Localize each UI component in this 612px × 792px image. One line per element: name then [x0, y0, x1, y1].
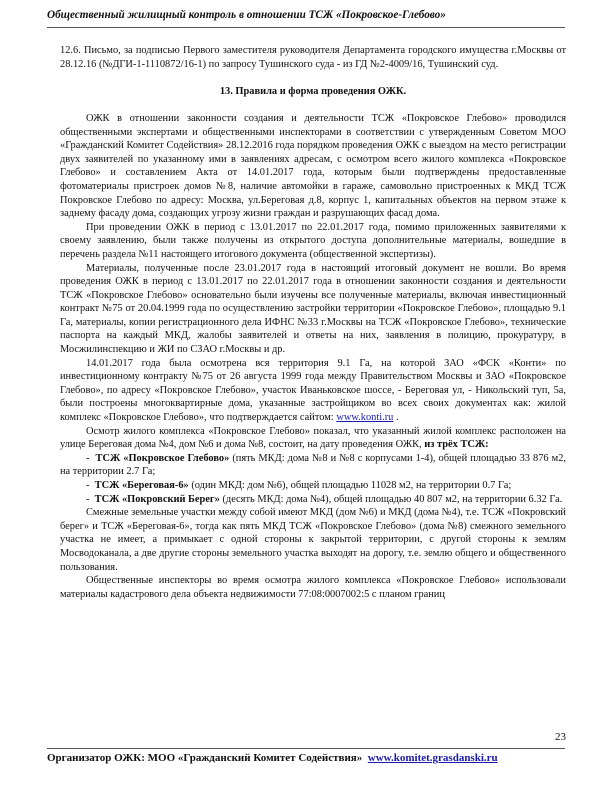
tszh-item-1-name: ТСЖ «Покровское Глебово» — [95, 452, 230, 464]
paragraph-3: Материалы, полученные после 23.01.2017 года в настоящий итоговый документ не вошли. Во время проведения ОЖК в период с 13.01.2017 по 22.01.2017 года в отношении законности создания и деятельности ТСЖ «Покровское Глебово» основательно были изучены все полученные материалы, включая инвестиционный контракт №75 от 20.04.1999 года по осуществлению застройки территории «Покровское Глебово», площадью 9.1 Га, материалы, копии регистрационного дела ИФНС №33 г.Москвы на ТСЖ «Покровское Глебово», технические паспорта на каждый МКД, жалобы заявителей и ответы на них, заявления в полицию, прокуратуру, в Мосжилинспекцию и ЖИ по СЗАО г.Москвы и др. — [60, 262, 566, 356]
paragraph-4-text: 14.01.2017 года была осмотрена вся территория 9.1 Га, на которой ЗАО «ФСК «Конти» по инвестиционному контракту №75 от 26 августа 1999 года между Правительством Москвы и ЗАО «Покровское Глебово», по адресу «Покровское Глебово», участок Иваньковское шоссе, - Береговая ул, - Никольский туп, 5а, были построены многоквартирные дома, указанные застройщиком во всех своих документах как: жилой комплекс «Покровское Глебово», что подтверждается сайтом: — [60, 357, 566, 424]
paragraph-1: ОЖК в отношении законности создания и деятельности ТСЖ «Покровское Глебово» проводился общественными экспертами и общественными инспекторами в соответствии с утвержденным Советом МОО «Гражданский Комитет Содействия» 28.12.2016 года порядком проведения ОЖК с выездом на место регистрации двух заявителей по указанному ими в заявлениях адресам, с осмотром всего жилого комплекса «Покровское Глебово» и составлением Акта от 14.01.2017 года, которым были подтверждены предоставленные фотоматериалы пристроек домов №8, наличие автомойки в гараже, самовольно пристроенных к МКД ТСЖ Покровское Глебово по адресу: Москва, ул.Береговая д.8, корпус 1, капитальных объектов на первом этаже к заднему фасаду дома, создающих угрозу жизни граждан и разрушающих фасад дома. — [60, 112, 566, 220]
paragraph-7: Общественные инспекторы во время осмотра жилого комплекса «Покровское Глебово» использовали материалы кадастрового дела объекта недвижимости 77:08:0007002:5 с планом границ — [60, 575, 566, 600]
konti-link[interactable]: www.konti.ru — [336, 412, 394, 424]
footer-divider — [47, 748, 565, 749]
footer-link[interactable]: www.komitet.grasdanski.ru — [367, 752, 498, 764]
paragraph-4 — [60, 357, 566, 425]
tszh-item-1: - ТСЖ «Покровское Глебово» (пять МКД: дома №8 и №8 с корпусами 1-4), общей площадью 33 876 м2, на территории 2.7 Га; — [60, 452, 567, 478]
paragraph-5-bold: из трёх ТСЖ: — [421, 439, 489, 451]
footer — [47, 752, 498, 764]
paragraph-5 — [60, 425, 566, 452]
list-item-12-6: 12.6. Письмо, за подписью Первого заместителя руководителя Департамента городского имущества г.Москвы от 28.12.16 (№ДГИ-1-1110872/16-1) по запросу Тушинского суда - из ГД №2-4009/16, Тушинский суд. — [60, 45, 566, 70]
header-divider — [47, 27, 565, 28]
document-body — [60, 44, 566, 601]
paragraph-2: При проведении ОЖК в период с 13.01.2017 по 22.01.2017 года, помимо приложенных заявителями к своему заявлению, были также получены из открытого доступа дополнительные материалы, вошедшие в перечень раздела №11 настоящего итогового документа (общественной экспертизы). — [60, 221, 566, 260]
tszh-item-1-text: (пять МКД: дома №8 и №8 с корпусами 1-4), общей площадью 33 876 м2, на территории 2.7 Га; — [60, 452, 567, 478]
footer-text: Организатор ОЖК: МОО «Гражданский Комитет Содействия» — [47, 752, 363, 764]
paragraph-6: Смежные земельные участки между собой имеют МКД (дом №6) и МКД (дома №4), т.е. ТСЖ «Покровский берег» и ТСЖ «Береговая-6», тогда как пять МКД ТСЖ «Покровское Глебово» (дома №8) смежного земельного участка не имеет, а примыкает с одной стороны к закрытой территории, с другой стороны к землям Мосводоканала, а две другие стороны земельного участка выходят на дорогу, т.е. землю общего и общественного пользования. — [60, 507, 566, 573]
tszh-item-3-text: (десять МКД: дома №4), общей площадью 40 807 м2, на территории 6.32 Га. — [219, 493, 563, 505]
paragraph-5-text: Осмотр жилого комплекса «Покровское Глебово» показал, что указанный жилой комплекс расположен на улице Береговая дома №4, дом №6 и дома №8, состоит, на дату проведения ОЖК, — [60, 425, 566, 451]
tszh-item-2-name: ТСЖ «Береговая-6» — [94, 480, 189, 491]
spacer — [60, 71, 566, 85]
tszh-item-2: - ТСЖ «Береговая-6» (один МКД: дом №6), общей площадью 11028 м2, на территории 0.7 Га; — [86, 480, 512, 491]
tszh-item-3-name: ТСЖ «Покровский Берег» — [94, 493, 220, 505]
section-title: 13. Правила и форма проведения ОЖК. — [219, 85, 407, 97]
running-header: Общественный жилищный контроль в отношении ТСЖ «Покровское-Глебово» — [47, 9, 446, 21]
paragraph-4-tail: . — [393, 412, 399, 424]
spacer — [60, 98, 566, 112]
tszh-item-2-text: (один МКД: дом №6), общей площадью 11028 м2, на территории 0.7 Га; — [188, 480, 512, 491]
page-number: 23 — [555, 731, 566, 743]
tszh-item-3: - ТСЖ «Покровский Берег» (десять МКД: дома №4), общей площадью 40 807 м2, на территории 6.32 Га. — [86, 493, 563, 505]
